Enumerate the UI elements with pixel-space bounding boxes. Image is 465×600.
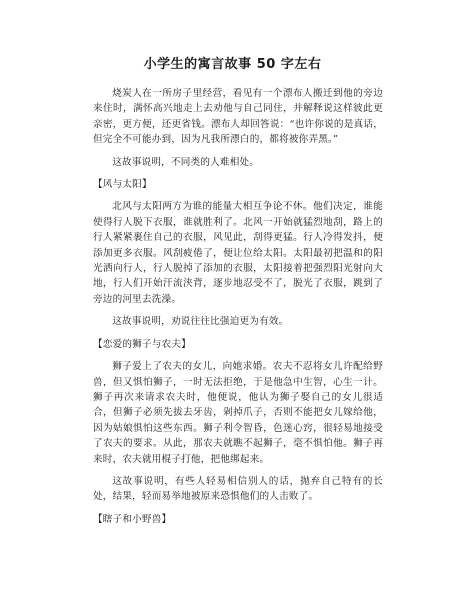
section-heading-lion-and-farmer: 【恋爱的狮子与农夫】 (93, 338, 191, 350)
moral-paragraph: 这故事说明，有些人轻易相信别人的话，抛弃自己特有的长处，结果，轻而易举地被原来恐惧他们的人击败了。 (93, 475, 383, 503)
body-paragraph: 北风与太阳两方为谁的能量大相互争论不休。他们决定，谁能使得行人脱下衣服，谁就胜利了。北风一开始就猛烈地刮，路上的行人紧紧裹住自己的衣服，风见此，刮得更猛。行人冷得发抖，便添加更多衣服。风刮疲倦了，便让位给太阳。太阳最初把温和的阳光洒向行人，行人脱掉了添加的衣服，太阳接着把强烈阳光射向大地，行人们开始汗流浃背，逐步地忍受不了，脱光了衣服，跳到了旁边的河里去洗澡。 (93, 201, 383, 305)
document-body (93, 86, 383, 534)
page-title: 小学生的寓言故事 50 字左右 (143, 57, 322, 72)
moral-paragraph: 这故事说明，不同类的人难相处。 (112, 156, 260, 168)
section-heading-blind-man-and-cub: 【瞎子和小野兽】 (93, 513, 172, 525)
body-paragraph: 狮子爱上了农夫的女儿，向她求婚。农夫不忍将女儿许配给野兽，但又惧怕狮子，一时无法拒绝，于是他急中生智，心生一计。狮子再次来请求农夫时，他便说，他认为狮子娶自己的女儿很适合，但狮子必须先拔去牙齿，剁掉爪子，否则不能把女儿嫁给他，因为姑娘惧怕这些东西。狮子利令智昏，色迷心窍，很轻易地接受了农夫的要求。从此，那农夫就瞧不起狮子，毫不惧怕他。狮子再来时，农夫就用棍子打他，把他绑起来。 (93, 361, 383, 465)
moral-paragraph: 这故事说明，劝说往往比强迫更为有效。 (112, 316, 289, 328)
section-heading-wind-and-sun: 【风与太阳】 (93, 179, 152, 191)
body-paragraph: 烧炭人在一所房子里经营，看见有一个漂布人搬迁到他的旁边来住时，满怀高兴地走上去劝他与自己同住，并解释说这样彼此更亲密，更方便，还更省钱。漂布人却回答说：“也许你说的是真话，但完全不可能办到，因为凡我所漂白的，都将被你弄黑。” (93, 88, 383, 146)
